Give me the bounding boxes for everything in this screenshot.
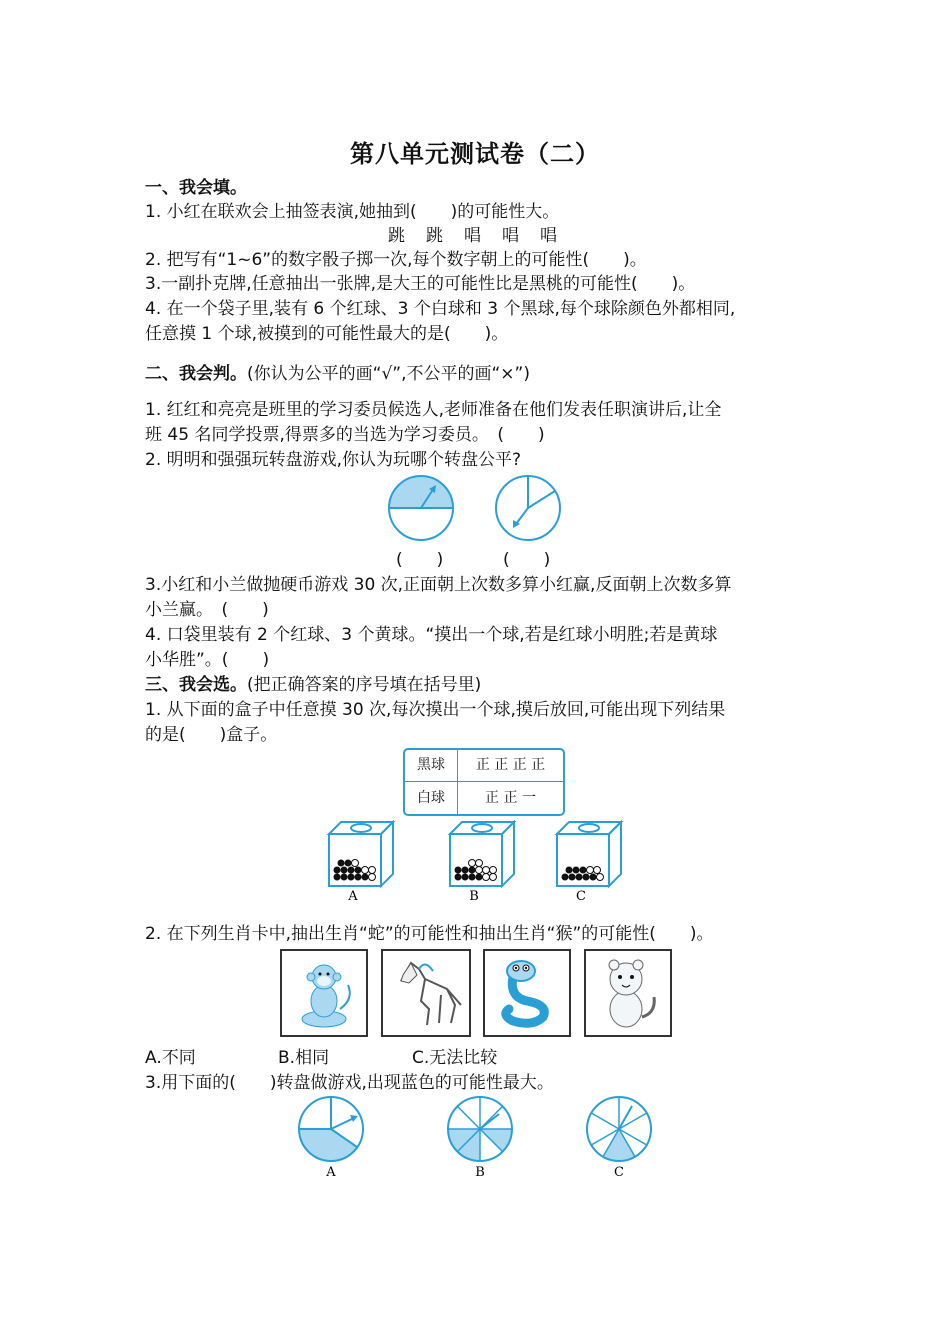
ball-box-a [325, 820, 397, 902]
spinner-c [584, 1094, 654, 1178]
option-b[interactable]: B.相同 [278, 1048, 330, 1068]
section-3-heading: 三、我会选。 [145, 675, 247, 695]
tally-table [403, 748, 565, 816]
page-title: 第八单元测试卷（二） [350, 139, 600, 168]
section-2-note: (你认为公平的画“√”,不公平的画“×”) [247, 364, 530, 384]
s1-q4-line2: 任意摸 1 个球,被摸到的可能性最大的是( )。 [145, 324, 509, 344]
s3-q1-line2: 的是( )盒子。 [145, 725, 278, 745]
option-a[interactable]: A.不同 [145, 1048, 196, 1068]
section-2-heading-row [145, 362, 530, 386]
box-label-c: C [576, 889, 586, 902]
s2-q4-line1: 4. 口袋里装有 2 个红球、3 个黄球。“摸出一个球,若是红球小明胜;若是黄球 [145, 625, 718, 645]
unfair-spinner [492, 472, 564, 544]
monkey-card [280, 949, 368, 1037]
section-1-heading: 一、我会填。 [145, 178, 247, 198]
snake-card [483, 949, 571, 1037]
tiger-card [584, 949, 672, 1037]
section-2-heading: 二、我会判。 [145, 364, 247, 384]
tally-label-white: 白球 [405, 782, 458, 814]
spinner-label-b: B [475, 1165, 485, 1178]
s2-q2-blank-b[interactable]: ( ) [503, 550, 551, 570]
spinner-label-c: C [614, 1165, 624, 1178]
s2-q1-line1: 1. 红红和亮亮是班里的学习委员候选人,老师准备在他们发表任职演讲后,让全 [145, 400, 722, 420]
s3-q2: 2. 在下列生肖卡中,抽出生肖“蛇”的可能性和抽出生肖“猴”的可能性( )。 [145, 924, 714, 944]
s2-q1-line2: 班 45 名同学投票,得票多的当选为学习委员。 ( ) [145, 425, 545, 445]
box-label-b: B [469, 889, 479, 902]
s1-q1-options: 跳 跳 唱 唱 唱 [388, 226, 559, 246]
section-3-heading-row [145, 673, 481, 697]
ball-box-b [446, 820, 518, 902]
tally-value-black: 正 正 正 正 [458, 750, 563, 782]
option-c[interactable]: C.无法比较 [412, 1048, 498, 1068]
s2-q3-line2: 小兰赢。 ( ) [145, 600, 269, 620]
ball-box-c [553, 820, 625, 902]
spinner-a [296, 1094, 366, 1178]
s3-q3: 3.用下面的( )转盘做游戏,出现蓝色的可能性最大。 [145, 1073, 554, 1093]
horse-card [381, 949, 471, 1037]
tally-label-black: 黑球 [405, 750, 458, 782]
spinner-label-a: A [326, 1165, 336, 1178]
s1-q4-line1: 4. 在一个袋子里,装有 6 个红球、3 个白球和 3 个黑球,每个球除颜色外都相同, [145, 299, 736, 319]
fair-spinner-half [385, 472, 457, 544]
s1-q2: 2. 把写有“1~6”的数字骰子掷一次,每个数字朝上的可能性( )。 [145, 250, 647, 270]
section-3-note: (把正确答案的序号填在括号里) [247, 675, 482, 695]
s3-q1-line1: 1. 从下面的盒子中任意摸 30 次,每次摸出一个球,摸后放回,可能出现下列结果 [145, 700, 726, 720]
box-label-a: A [348, 889, 358, 902]
s2-q3-line1: 3.小红和小兰做抛硬币游戏 30 次,正面朝上次数多算小红赢,反面朝上次数多算 [145, 575, 732, 595]
s2-q2: 2. 明明和强强玩转盘游戏,你认为玩哪个转盘公平? [145, 450, 522, 470]
s2-q2-blank-a[interactable]: ( ) [396, 550, 444, 570]
s2-q4-line2: 小华胜”。( ) [145, 650, 270, 670]
tally-value-white: 正 正 一 [485, 790, 536, 806]
s1-q1: 1. 小红在联欢会上抽签表演,她抽到( )的可能性大。 [145, 202, 560, 222]
spinner-b [445, 1094, 515, 1178]
s1-q3: 3.一副扑克牌,任意抽出一张牌,是大王的可能性比是黑桃的可能性( )。 [145, 274, 696, 294]
